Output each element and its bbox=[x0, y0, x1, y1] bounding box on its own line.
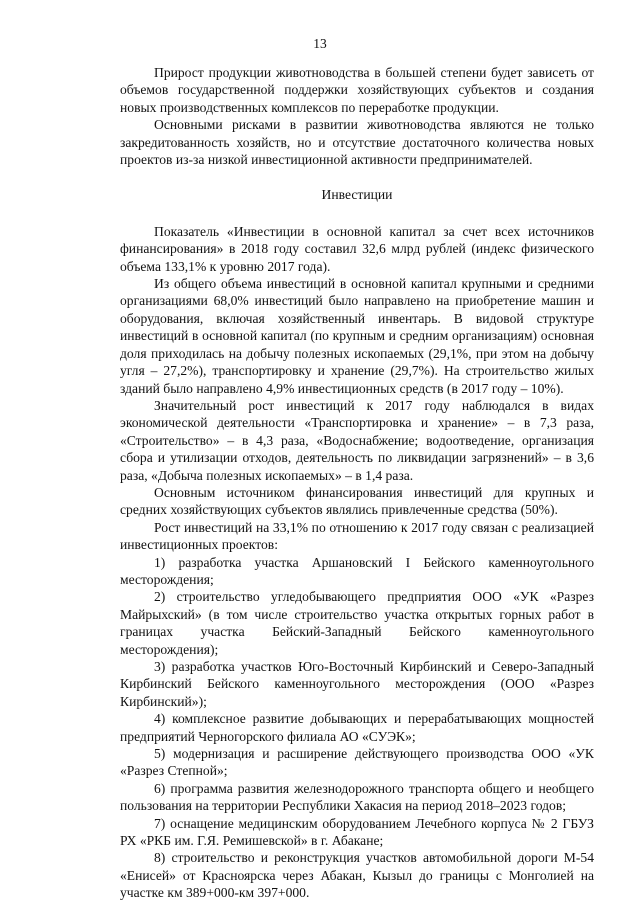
list-item-project-3: 3) разработка участков Юго-Восточный Кирбинский и Северо-Западный Кирбинский Бейского каменноугольного месторождения (ООО «Разрез Кирбинский»); bbox=[120, 659, 594, 709]
list-item-project-5: 5) модернизация и расширение действующего производства ООО «УК «Разрез Степной»; bbox=[120, 746, 594, 779]
page-number: 13 bbox=[313, 36, 327, 51]
list-item-project-8: 8) строительство и реконструкция участков автомобильной дороги М-54 «Енисей» от Красноярска через Абакан, Кызыл до границы с Монголией на участке км 389+000-км 397+000. bbox=[120, 850, 594, 901]
paragraph-investment-structure: Из общего объема инвестиций в основной капитал крупными и средними организациями 68,0% инвестиций было направлено на приобретение машин и оборудования, включая хозяйственный инвентарь. В видовой структуре инвестиций в основной капитал (по крупным и средним организациям) основная доля приходилась на добычу полезных ископаемых (29,1%, при этом на добычу угля – 27,2%), транспортировку и хранение (29,7%). На строительство жилых зданий было направлено 4,9% инвестиционных средств (в 2017 году – 10%). bbox=[120, 276, 594, 396]
list-item-project-7: 7) оснащение медицинским оборудованием Лечебного корпуса № 2 ГБУЗ РХ «РКБ им. Г.Я. Ремишевской» в г. Абакане; bbox=[120, 815, 594, 849]
paragraph-projects-intro: Рост инвестиций на 33,1% по отношению к 2017 году связан с реализацией инвестиционных проектов: bbox=[120, 519, 594, 553]
paragraph-financing-source: Основным источником финансирования инвестиций для крупных и средних хозяйствующих субъектов являлись привлеченные средства (50%). bbox=[120, 484, 594, 518]
paragraph-livestock-risks: Основными рисками в развитии животноводства являются не только закредитованность хозяйств, но и отсутствие достаточного количества новых проектов из-за низкой инвестиционной активности предпринимателей. bbox=[120, 117, 594, 168]
section-heading: Инвестиции bbox=[321, 187, 393, 203]
paragraph-investment-indicator: Показатель «Инвестиции в основной капитал за счет всех источников финансирования» в 2018 году составил 32,6 млрд рублей (индекс физического объема 133,1% к уровню 2017 года). bbox=[120, 223, 594, 274]
list-item-project-2: 2) строительство угледобывающего предприятия ООО «УК «Разрез Майрыхский» (в том числе строительство участка открытых горных работ в границах участка Бейский-Западный Бейского каменноугольного месторождения); bbox=[120, 589, 594, 657]
list-item-project-1: 1) разработка участка Аршановский I Бейского каменноугольного месторождения; bbox=[120, 554, 594, 587]
document-body bbox=[120, 64, 594, 902]
paragraph-livestock-growth: Прирост продукции животноводства в большей степени будет зависеть от объемов государственной поддержки хозяйствующих субъектов и создания новых производственных комплексов по переработке продукции. bbox=[120, 65, 594, 115]
paragraph-investment-growth-sectors: Значительный рост инвестиций к 2017 году наблюдался в видах экономической деятельности «Транспортировка и хранение» – в 7,3 раза, «Строительство» – в 4,3 раза, «Водоснабжение; водоотведение, организация сбора и утилизации отходов, деятельность по ликвидации загрязнений» – в 3,6 раза, «Добыча полезных ископаемых» – в 1,4 раза. bbox=[120, 397, 594, 483]
list-item-project-4: 4) комплексное развитие добывающих и перерабатывающих мощностей предприятий Черногорского филиала АО «СУЭК»; bbox=[120, 711, 594, 744]
list-item-project-6: 6) программа развития железнодорожного транспорта общего и необщего пользования на территории Республики Хакасия на период 2018–2023 годов; bbox=[120, 780, 594, 814]
